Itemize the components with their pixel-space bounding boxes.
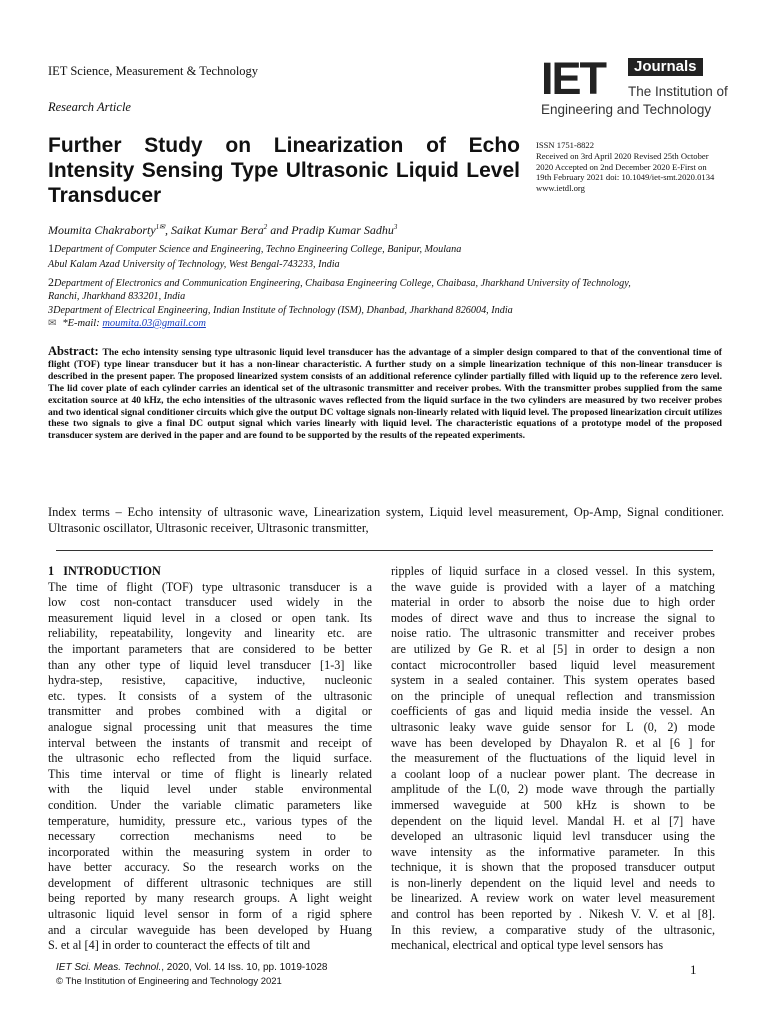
section-heading-number: 1 [48,564,55,578]
text-line: temperature, humidity, pressure etc., various types of the [48,813,372,828]
text-line: hydra-step, resistive, capacitive, inductive, nucleonic [48,673,372,688]
author-3: and Pradip Kumar Sadhu [267,223,394,237]
section-heading-text: INTRODUCTION [63,564,161,578]
text-line: transmitter and probes combined with a digital or [48,704,372,719]
affiliation-3: 3Department of Electrical Engineering, Indian Institute of Technology (ISM), Dhanbad, Jharkhand 826004, India [48,305,513,316]
text-line: have better accuracy. So the research works on the [48,860,372,875]
text-line: are utilized by Ge R. et al [5] in order to design a non [391,641,715,656]
section-divider [56,550,713,551]
journals-badge: Journals [628,58,703,76]
text-line: analogue signal processing unit that measures the time [48,719,372,734]
page-number: 1 [690,962,697,977]
text-line: coefficients of gas and liquid media inside the vessel. An [391,704,715,719]
footer-volume: , 2020, Vol. 14 Iss. 10, pp. 1019-1028 [161,962,328,973]
text-line: the wave guide is provided with a layer of a matching [391,579,715,594]
text-line: condition. Under the variable climatic parameters like [48,797,372,812]
text-line: modes of direct wave and thus to increase the signal to [391,610,715,625]
text-line: S. et al [4] in order to counteract the effects of tilt and [48,938,311,953]
envelope-icon: ✉ [48,318,57,329]
paper-title: Further Study on Linearization of Echo Intensity Sensing Type Ultrasonic Liquid Level Transducer [48,134,520,207]
text-line: on the principle of unequal reflection and transmission [391,688,715,703]
left-column-text [48,580,372,954]
body-column-right [391,564,715,954]
text-line: The time of flight (TOF) type ultrasonic transducer is a [48,579,372,594]
footer-citation [56,962,327,973]
text-line: and control has been reported by . Nikesh V. V. et al [8]. [391,907,715,922]
index-terms: Index terms – Echo intensity of ultrasonic wave, Linearization system, Liquid level measurement, Op-Amp, Signal conditioner. Ultrasonic oscillator, Ultrasonic receiver, Ultrasonic transmitter, [48,505,724,535]
text-line: the important parameters that are considered to be better [48,641,372,656]
text-line: developed an ultrasonic liquid levl transducer using the [391,829,715,844]
affiliation-1-line1 [48,241,461,257]
article-history: Received on 3rd April 2020 Revised 25th October 2020 Accepted on 2nd December 2020 E-First on 19th February 2021 doi: 10.1049/iet-smt.2020.0134 www.ietdl.org [536,150,715,194]
affiliation-1-line2: Abul Kalam Azad University of Technology, West Bengal-743233, India [48,259,340,270]
text-line: is non-linerly dependent on the liquid level and needs to [391,875,715,890]
text-line: with the liquid level under stable environmental [48,782,372,797]
article-type: Research Article [48,100,131,114]
text-line: mechanical, electrical and optical type level sensors has [391,938,664,953]
footer-copyright: © The Institution of Engineering and Technology 2021 [56,976,282,987]
logo-institution-line1: The Institution of [628,84,728,99]
author-1-sup: 1✉ [155,223,166,231]
text-line: be linearized. A review work on water level measurement [391,891,715,906]
affiliation-2-line1 [48,275,631,291]
issn: ISSN 1751-8822 [536,140,595,150]
author-list [48,223,397,238]
text-line: than any other type of liquid level transducer [1-3] like [48,657,372,672]
author-1: Moumita Chakraborty [48,223,156,237]
abstract-text: The echo intensity sensing type ultrasonic liquid level transducer has the advantage of a simpler design compared to that of the conventional time of flight (TOF) type linear transducer but it has a non-linear characteristic. A further study on a simple linearization technique of this non-linear transducer is described in the present paper. The proposed linearized system consists of an additional reference cylinder partially filled with liquid up to the reference zero level. The lid cover plate of each cylinder carries an identical set of the ultrasonic transmitter and receiver probes. With the transmitter probes supplied from the same excitation source at 40 kHz, the echo intensities of the ultrasonic waves reflected from the liquid surface in the two cylinders are measured by two receiver probes and two identical signal conditioner circuits which give the output DC voltage signals non-linearly related with liquid level. The proposed linearization circuit utilizes these two signals to give a final DC output signal which varies linearly with liquid level. The characteristic equations of a prototype model of the proposed transducer system are derived in the paper and are found to be supported by the results of the repeated experiments. [48,347,722,442]
text-line: a coolant loop of a nuclear power plant. The decrease in [391,766,715,781]
abstract-label: Abstract: [48,344,103,358]
text-line: system in a sealed container. This system operates based [391,673,715,688]
text-line: incorporated within the measuring system in order to [48,844,372,859]
text-line: measurement liquid level in a closed or open tank. Its [48,610,372,625]
text-line: the measurement of the fluctuations of the liquid level in [391,751,715,766]
text-line: immersed waveguide at 500 kHz is shown to be [391,797,715,812]
iet-logo-mark: IET [541,53,606,104]
text-line: being reported by many research groups. A light weight [48,891,372,906]
text-line: material in order to absorb the noise due to high order [391,595,715,610]
body-column-left [48,564,372,954]
text-line: amplitude of the L(0, 2) mode wave through the partially [391,782,715,797]
author-2-sup: 2 [263,223,268,231]
text-line: ripples of liquid surface in a closed vessel. In this system, [391,564,715,578]
email-label: *E-mail: [62,318,103,329]
right-column-text [391,564,715,954]
article-meta [536,140,724,194]
text-line: interval between the instants of transmit and receipt of [48,735,372,750]
text-line: ultrasonic liquid level sensor in form of a rigid sphere [48,907,372,922]
abstract [48,346,722,442]
text-line: contact microcontroller based liquid level measurement [391,657,715,672]
affiliation-2-text: Department of Electronics and Communication Engineering, Chaibasa Engineering College, Chaibasa, Jharkhand University of Technology, [54,278,631,289]
logo-institution-line2: Engineering and Technology [541,102,712,117]
author-2: , Saikat Kumar Bera [165,223,264,237]
author-3-sup: 3 [393,223,398,231]
text-line: technique, it is shown that the proposed transducer output [391,860,715,875]
text-line: and a circular waveguide has been developed by Huang [48,922,372,937]
iet-journals-logo [541,53,728,126]
text-line: noise ratio. The ultrasonic transmitter and receiver probes [391,626,715,641]
text-line: wave has been developed by Dhayalon R. et al [6 ] for [391,735,715,750]
text-line: the ultrasonic echo reflected from the liquid surface. [48,751,372,766]
affiliation-2-number: 2 [48,275,54,289]
journal-name: IET Science, Measurement & Technology [48,64,259,78]
text-line: etc. types. It consists of a system of the ultrasonic [48,688,372,703]
text-line: reliability, repeatability, longevity and linearity etc. are [48,626,372,641]
text-line: dependent on the liquid level. Mandal H. et al [7] have [391,813,715,828]
text-line: ultrasonic leaky wave guide sensor for L (0, 2) mode [391,719,715,734]
affiliation-2-line2: Ranchi, Jharkhand 833201, India [48,291,186,302]
email-link[interactable]: moumita.03@gmail.com [102,318,206,329]
text-line: wave intensity as the informative parameter. In this [391,844,715,859]
text-line: This time interval or time of flight is linearly related [48,766,372,781]
text-line: In this review, a comparative study of the ultrasonic, [391,922,715,937]
text-line: necessary correction mechanisms need to be [48,829,372,844]
affiliation-1-number: 1 [48,241,54,255]
section-heading [48,564,372,580]
text-line: low cost non-contact transducer used widely in the [48,595,372,610]
affiliation-1-text: Department of Computer Science and Engineering, Techno Engineering College, Banipur, Moulana [54,244,462,255]
footer-journal: IET Sci. Meas. Technol. [56,962,162,973]
corresponding-email [48,318,206,329]
text-line: development of different ultrasonic techniques are still [48,875,372,890]
